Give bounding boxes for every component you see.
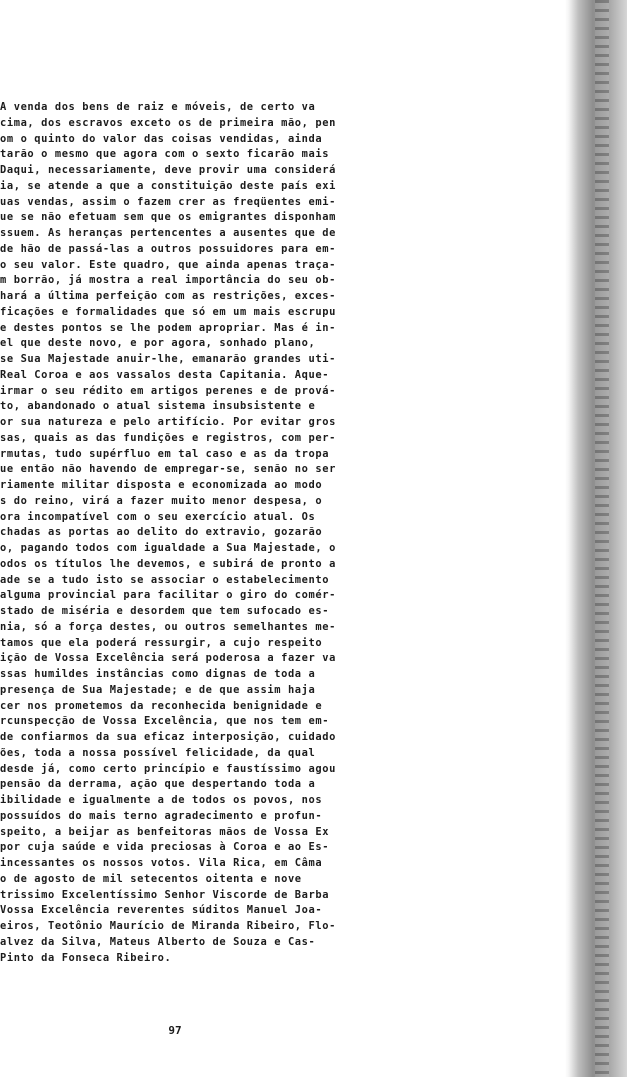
text-line: cima, dos escravos exceto os de primeira mão, pen [0,116,336,129]
text-line: cer nos prometemos da reconhecida benignidade e [0,699,323,712]
text-line: to, abandonado o atual sistema insubsistente e [0,400,316,413]
text-line: ões, toda a nossa possível felicidade, da qual [0,746,316,759]
text-line: de confiarmos da sua eficaz interposição, cuidado [0,731,336,743]
text-line: hará a última perfeição com as restrições, exces- [0,290,336,302]
text-line: ade se a tudo isto se associar o estabelecimento [0,573,330,586]
text-line: irmar o seu rédito em artigos perenes e de prová- [0,384,336,397]
text-line: uas vendas, assim o fazem crer as freqüentes emi- [0,195,336,208]
text-line: el que deste novo, e por agora, sonhado plano, [0,337,316,350]
text-line: ibilidade e igualmente a de todos os povos, nos [0,794,323,806]
text-line: Real Coroa e aos vassalos desta Capitania. Aque- [0,368,330,381]
text-line: odos os títulos lhe devemos, e subirá de pronto a [0,557,336,570]
text-line: riamente militar disposta e economizada ao modo [0,479,323,491]
text-line: tamos que ela poderá ressurgir, a cujo respeito [0,636,323,649]
text-line: trissimo Excelentíssimo Senhor Viscorde de Barba [0,888,330,901]
text-line: Daqui, necessariamente, deve provir uma considerá [0,164,336,176]
text-line: alvez da Silva, Mateus Alberto de Souza e Cas- [0,935,316,948]
text-line: m borrão, já mostra a real importância do seu ob- [0,274,336,287]
text-line: ssas humildes instâncias como dignas de toda a [0,668,316,680]
text-line: pensão da derrama, ação que despertando toda a [0,778,316,791]
text-line: o seu valor. Este quadro, que ainda apenas traça- [0,258,336,271]
text-line: nia, só a força destes, ou outros semelhantes me- [0,620,336,633]
text-line: or sua natureza e pelo artifício. Por evitar gros [0,416,336,428]
text-line: s do reino, virá a fazer muito menor despesa, o [0,494,323,507]
text-line: por cuja saúde e vida preciosas à Coroa e ao Es- [0,841,330,854]
text-line: chadas as portas ao delito do extravio, gozarão [0,526,323,539]
page-number: 97 [168,1024,182,1037]
text-line: ia, se atende a que a constituição deste país exi [0,179,336,192]
text-line: sas, quais as das fundições e registros, com per- [0,431,336,444]
text-line: ssuem. As heranças pertencentes a ausentes que de [0,227,336,239]
text-line: possuídos do mais terno agradecimento e profun- [0,809,323,822]
text-line: o, pagando todos com igualdade a Sua Majestade, o [0,542,336,554]
text-line: ição de Vossa Excelência será poderosa a fazer va [0,652,336,665]
text-line: rmutas, tudo supérfluo em tal caso e as da tropa [0,447,330,460]
text-line: ue então não havendo de empregar-se, senão no ser [0,463,336,476]
text-line: stado de miséria e desordem que tem sufocado es- [0,605,330,617]
text-line: presença de Sua Majestade; e de que assim haja [0,683,316,696]
text-line: rcunspecção de Vossa Excelência, que nos tem em- [0,715,330,728]
text-line: ora incompatível com o seu exercício atual. Os [0,510,316,523]
text-line: e destes pontos se lhe podem apropriar. Mas é in- [0,321,336,334]
text-line: alguma provincial para facilitar o giro do comér- [0,589,336,602]
text-line: se Sua Majestade anuir-lhe, emanarão grandes uti- [0,353,336,365]
text-line: de hão de passá-las a outros possuidores para em- [0,242,336,255]
text-line: A venda dos bens de raiz e móveis, de certo va [0,101,316,113]
text-line: ue se não efetuam sem que os emigrantes disponham [0,211,336,224]
text-line: ficações e formalidades que só em um mais escrupu [0,305,336,318]
text-line: desde já, como certo princípio e faustíssimo agou [0,762,336,775]
text-line: Vossa Excelência reverentes súditos Manuel Joa- [0,904,323,917]
text-line: o de agosto de mil setecentos oitenta e nove [0,872,302,885]
text-line: incessantes os nossos votos. Vila Rica, em Câma [0,857,323,869]
text-line: Pinto da Fonseca Ribeiro. [0,951,172,964]
text-line: tarão o mesmo que agora com o sexto ficarão mais [0,148,330,161]
text-line: speito, a beijar as benfeitoras mãos de Vossa Ex [0,825,330,838]
text-line: om o quinto do valor das coisas vendidas, ainda [0,132,323,145]
text-line: eiros, Teotônio Maurício de Miranda Ribeiro, Flo- [0,920,336,932]
binding-shadow [595,0,609,1077]
